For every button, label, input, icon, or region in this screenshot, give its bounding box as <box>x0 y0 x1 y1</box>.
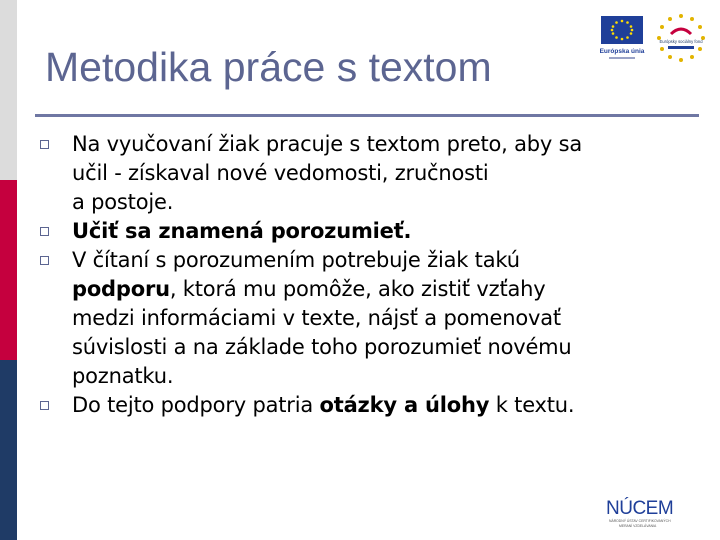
bullet-3-line-2 <box>72 275 705 304</box>
bullet-4-after: k textu. <box>489 393 575 417</box>
bullet-item <box>40 391 705 420</box>
bullet-square-icon <box>40 227 49 236</box>
esf-logo-text: Európsky sociálny fond <box>659 39 703 44</box>
bullet-square-icon <box>40 256 49 265</box>
bullet-item <box>40 246 705 391</box>
bullet-item <box>40 130 705 217</box>
bullet-square-icon <box>40 140 49 149</box>
title-divider <box>35 114 699 117</box>
bullet-3-bold-word: podporu <box>72 277 170 301</box>
eu-logo-text: Európska únia <box>599 48 645 55</box>
esf-logo <box>654 12 708 64</box>
side-stripe-middle <box>0 180 17 360</box>
bullet-list <box>40 130 705 420</box>
slide-title: Metodika práce s textom <box>45 44 492 90</box>
nucem-logo-subtext-2: MERANÍ VZDELÁVANIA <box>619 524 657 528</box>
bullet-1-line-3: a postoje. <box>72 190 174 214</box>
bullet-3-line-2-rest: , ktorá mu pomôže, ako zistiť vzťahy <box>169 277 546 301</box>
nucem-logo-subtext-1: NÁRODNÝ ÚSTAV CERTIFIKOVANÝCH <box>609 519 671 523</box>
eu-flag-logo <box>597 14 647 62</box>
bullet-1-line-1: Na vyučovaní žiak pracuje s textom preto, aby sa <box>72 132 583 156</box>
bullet-3-line-3: medzi informáciami v texte, nájsť a pomenovať <box>72 306 561 330</box>
bullet-3-line-4: súvislosti a na základe toho porozumieť novému <box>72 335 572 359</box>
bullet-4-line <box>72 391 705 420</box>
bullet-square-icon <box>40 401 49 410</box>
bullet-4-bold: otázky a úlohy <box>319 393 490 417</box>
bullet-1-line-2: učil - získaval nové vedomosti, zručnosti <box>72 161 489 185</box>
bullet-2-text: Učiť sa znamená porozumieť. <box>72 219 412 243</box>
bullet-3-line-1: V čítaní s porozumením potrebuje žiak takú <box>72 248 520 272</box>
side-stripe-bottom <box>0 360 17 540</box>
side-stripe-top <box>0 0 17 180</box>
bullet-3-line-5: poznatku. <box>72 364 174 388</box>
bullet-4-before: Do tejto podpory patria <box>72 393 320 417</box>
bullet-item <box>40 217 705 246</box>
nucem-logo-text: NÚCEM <box>606 498 674 519</box>
nucem-logo <box>606 496 692 530</box>
